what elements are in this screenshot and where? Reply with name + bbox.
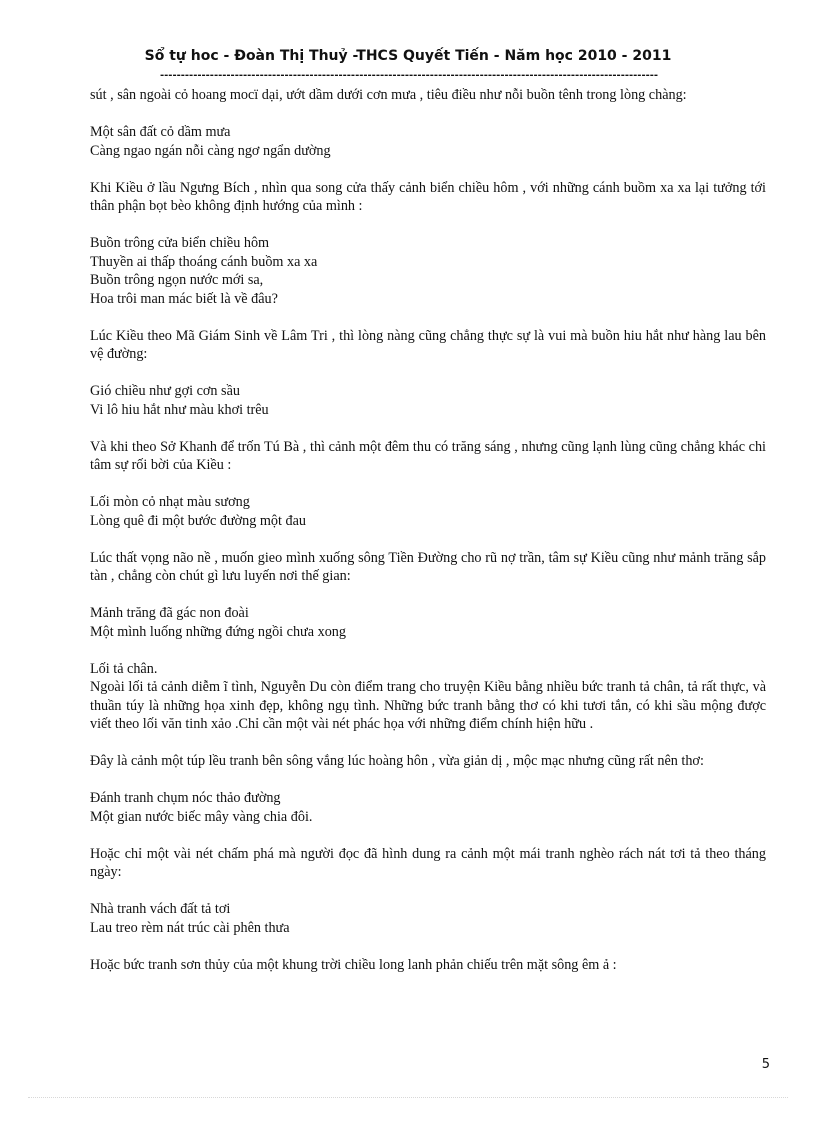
paragraph <box>90 845 766 882</box>
text-line: Lòng quê đi một bước đường một đau <box>90 512 306 529</box>
text-line: Một sân đất cỏ dầm mưa <box>90 124 231 140</box>
header-rule: ------------------------------------------------------------------------------------------------------------------------ <box>160 70 659 81</box>
text-line: Lối mòn cỏ nhạt màu sương <box>90 494 250 510</box>
text-line: Lau treo rèm nát trúc cài phên thưa <box>90 919 290 936</box>
text-line: Và khi theo Sở Khanh để trốn Tú Bà , thì cảnh một đêm thu có trăng sáng , nhưng cũng lạnh lùng cũng chẳng khác chi tâm sự rối bời của Kiều : <box>90 438 766 473</box>
text-line: Nhà tranh vách đất tả tơi <box>90 901 231 917</box>
footer-divider <box>28 1097 788 1098</box>
body-text <box>90 86 766 993</box>
paragraph <box>90 382 766 419</box>
text-line: Lúc Kiều theo Mã Giám Sinh về Lâm Tri , thì lòng nàng cũng chẳng thực sự là vui mà buồn hiu hắt như hàng lau bên vệ đường: <box>90 327 766 362</box>
text-line: Khi Kiều ở lầu Ngưng Bích , nhìn qua song cửa thấy cảnh biển chiều hôm , với những cánh buồm xa xa lại tưởng tới thân phận bọt bèo không định hướng của mình : <box>90 179 766 214</box>
paragraph <box>90 179 766 216</box>
page-number: 5 <box>761 1057 770 1072</box>
paragraph <box>90 789 766 826</box>
text-line: Lối tả chân. <box>90 660 158 677</box>
text-line: Vi lô hiu hắt như màu khơi trêu <box>90 401 269 418</box>
paragraph <box>90 234 766 308</box>
text-line: Đây là cảnh một túp lều tranh bên sông vắng lúc hoàng hôn , vừa giản dị , mộc mạc nhưng cũng rất nên thơ: <box>90 753 704 769</box>
paragraph <box>90 752 766 771</box>
paragraph <box>90 660 766 734</box>
text-line: Hoặc bức tranh sơn thủy của một khung trời chiều long lanh phản chiếu trên mặt sông êm ả : <box>90 956 617 973</box>
paragraph <box>90 604 766 641</box>
paragraph <box>90 123 766 160</box>
paragraph <box>90 86 766 105</box>
paragraph <box>90 956 766 975</box>
text-line: Hoa trôi man mác biết là về đâu? <box>90 290 278 307</box>
text-line: Mảnh trăng đã gác non đoài <box>90 605 249 621</box>
text-line: Đánh tranh chụm nóc thảo đường <box>90 790 281 806</box>
text-line: Một mình luống những đứng ngồi chưa xong <box>90 623 346 640</box>
text-line: Lúc thất vọng não nề , muốn gieo mình xuống sông Tiền Đường cho rũ nợ trần, tâm sự Kiều cũng như mảnh trăng sắp tàn , chẳng còn chút gì lưu luyến nơi thế gian: <box>90 549 766 584</box>
text-line: Ngoài lối tả cảnh diễm ĩ tình, Nguyễn Du còn điểm trang cho truyện Kiều bằng nhiều bức tranh tả chân, tả rất thực, và thuần túy là những họa xinh đẹp, không ngụ tình. Những bức tranh bằng thơ có khi tươi tắn, có khi sầu mộng được viết theo lối văn tinh xảo .Chỉ cần một vài nét phác họa với những điểm chính hiện hữu . <box>90 679 766 732</box>
paragraph <box>90 327 766 364</box>
text-line: sút , sân ngoài cỏ hoang mocï dại, ướt dầm dưới cơn mưa , tiêu điều như nỗi buồn tênh trong lòng chàng: <box>90 87 687 103</box>
text-line: Gió chiều như gợi cơn sầu <box>90 383 240 399</box>
text-line: Buồn trông ngọn nước mới sa, <box>90 272 264 288</box>
paragraph <box>90 900 766 937</box>
text-line: Hoặc chỉ một vài nét chấm phá mà người đọc đã hình dung ra cảnh một mái tranh nghèo rách nát tơi tả theo tháng ngày: <box>90 845 766 880</box>
page-header: Sổ tự hoc - Đoàn Thị Thuỷ -THCS Quyết Tiến - Năm học 2010 - 2011 <box>144 48 672 64</box>
text-line: Thuyền ai thấp thoáng cánh buồm xa xa <box>90 253 318 270</box>
text-line: Một gian nước biếc mây vàng chia đôi. <box>90 808 313 825</box>
paragraph <box>90 493 766 530</box>
text-line: Càng ngao ngán nỗi càng ngơ ngẩn dường <box>90 142 331 159</box>
paragraph <box>90 438 766 475</box>
text-line: Buồn trông cửa biển chiều hôm <box>90 235 270 251</box>
paragraph <box>90 549 766 586</box>
